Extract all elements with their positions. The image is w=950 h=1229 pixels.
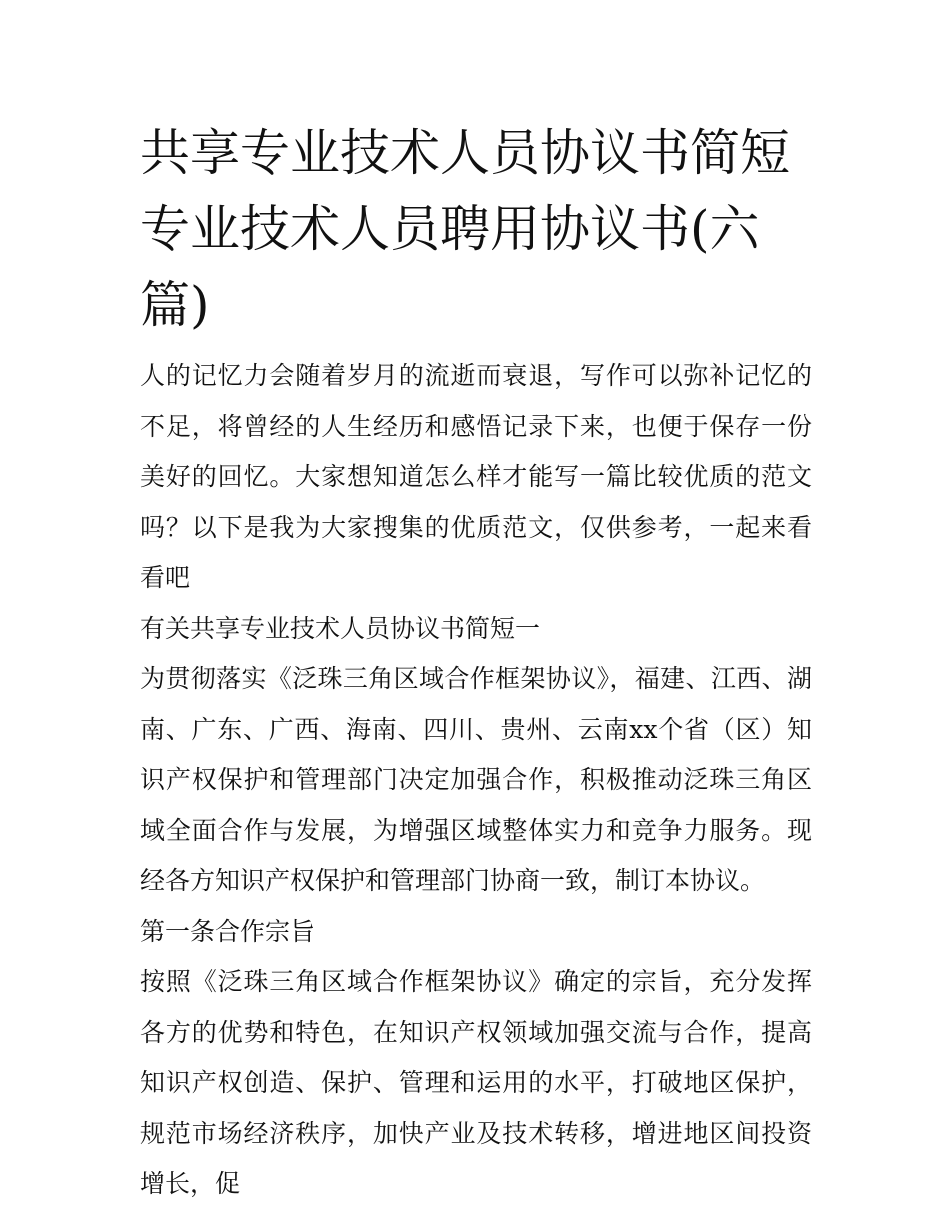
- document-title: 共享专业技术人员协议书简短 专业技术人员聘用协议书(六篇): [140, 124, 790, 334]
- section-heading: 有关共享专业技术人员协议书简短一: [140, 613, 541, 643]
- body-paragraph: 为贯彻落实《泛珠三角区域合作框架协议》，福建、江西、湖南、广东、广西、海南、四川、贵州、云南xx个省（区）知识产权保护和管理部门决定加强合作，积极推动泛珠三角区域全面合作与发展，为增强区域整体实力和竞争力服务。现经各方知识产权保护和管理部门协商一致，制订本协议。: [140, 664, 812, 895]
- article-heading: 第一条合作宗旨: [140, 916, 316, 946]
- document-body: [140, 351, 812, 1210]
- intro-paragraph: 人的记忆力会随着岁月的流逝而衰退，写作可以弥补记忆的不足，将曾经的人生经历和感悟记录下来，也便于保存一份美好的回忆。大家想知道怎么样才能写一篇比较优质的范文吗？以下是我为大家搜集的优质范文，仅供参考，一起来看看吧: [140, 361, 812, 592]
- document-page: [140, 115, 812, 1210]
- body-paragraph: 按照《泛珠三角区域合作框架协议》确定的宗旨，充分发挥各方的优势和特色，在知识产权领域加强交流与合作，提高知识产权创造、保护、管理和运用的水平，打破地区保护，规范市场经济秩序，加快产业及技术转移，增进地区间投资增长，促: [140, 967, 812, 1198]
